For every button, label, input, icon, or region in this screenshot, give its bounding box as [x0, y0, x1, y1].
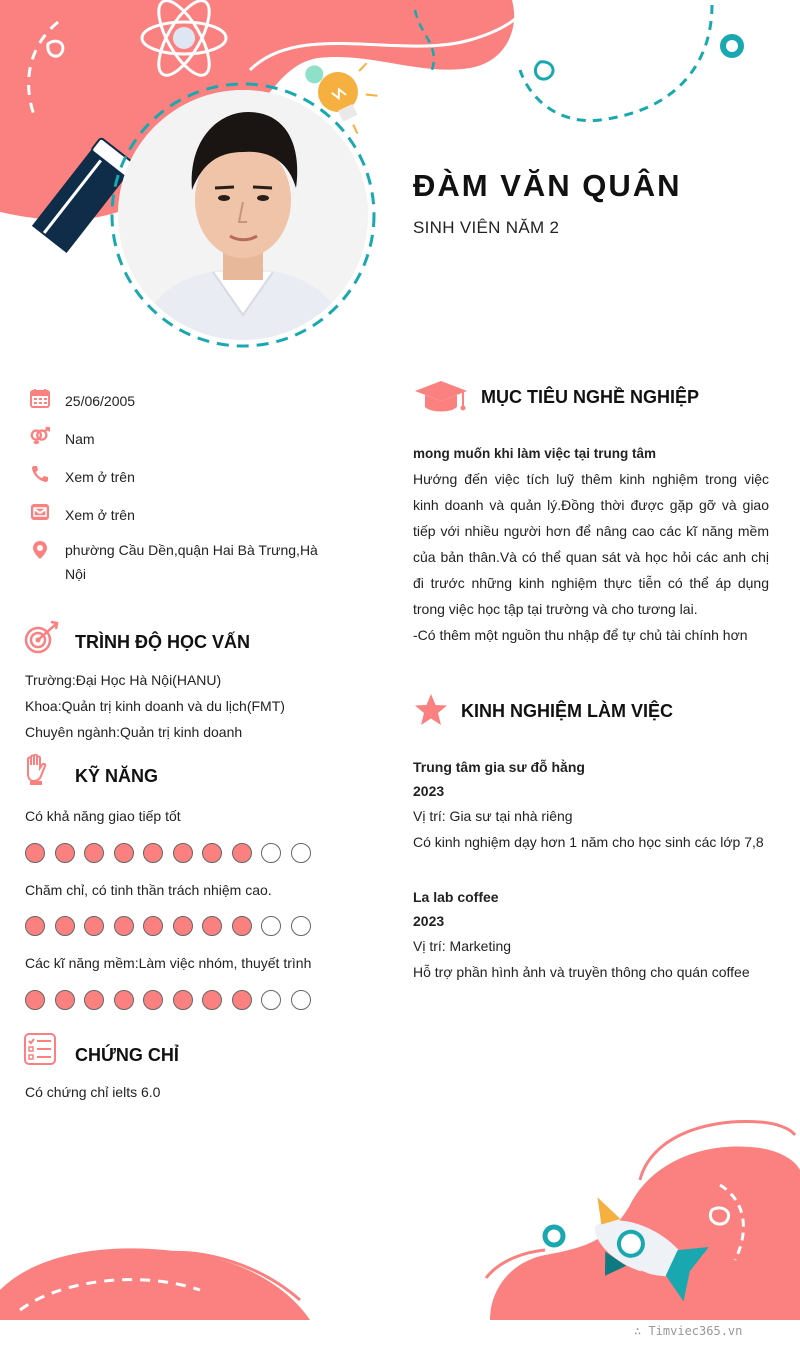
- experience-title: KINH NGHIỆM LÀM VIỆC: [461, 701, 674, 721]
- job-1-position: Vị trí: Gia sư tại nhà riêng: [413, 808, 573, 824]
- rating-dot: [143, 843, 163, 863]
- rating-dot: [291, 916, 311, 936]
- bottom-left-blob: [0, 1248, 310, 1320]
- job-1-description: Có kinh nghiệm dạy hơn 1 năm cho học sinh các lớp 7,8: [413, 834, 764, 850]
- rating-dot: [143, 916, 163, 936]
- education-faculty: Khoa:Quản trị kinh doanh và du lịch(FMT): [25, 698, 285, 714]
- avatar: [118, 90, 368, 340]
- rating-dot: [114, 843, 134, 863]
- rating-dot: [114, 916, 134, 936]
- objective-body: Hướng đến việc tích luỹ thêm kinh nghiệm trong việc kinh doanh và quản lý.Đồng thời được gặp gỡ và giao tiếp với nhiều người hơn để nâng cao các kĩ năng mềm của bản thân.Và có thể quan sát và học hỏi các anh chị đi trước những kinh nghiệm thực tiễn có thể áp dụng trong việc học tập tại trường và cho tương lai.: [413, 471, 769, 617]
- rating-dot: [291, 990, 311, 1010]
- skill-label-2: Chăm chỉ, có tinh thần trách nhiệm cao.: [25, 882, 272, 898]
- address-value: phường Cầu Dền,quận Hai Bà Trưng,Hà Nội: [65, 542, 318, 582]
- skill-label-3: Các kĩ năng mềm:Làm việc nhóm, thuyết trình: [25, 955, 312, 971]
- email-value: Xem ở trên: [65, 507, 135, 523]
- skill-rating-2: [25, 916, 325, 940]
- gender-value: Nam: [65, 431, 95, 447]
- job-1-year: 2023: [413, 783, 445, 799]
- gender-icon: [30, 426, 50, 446]
- phone-icon: [30, 464, 50, 484]
- job-2-position: Vị trí: Marketing: [413, 938, 512, 954]
- rating-dot: [173, 916, 193, 936]
- graduation-cap-icon: [413, 379, 469, 415]
- rating-dot: [25, 916, 45, 936]
- rating-dot: [291, 843, 311, 863]
- rating-dot: [55, 843, 75, 863]
- job-2-company: La lab coffee: [413, 889, 499, 905]
- rating-dot: [143, 990, 163, 1010]
- rating-dot: [55, 916, 75, 936]
- location-icon: [30, 540, 50, 560]
- education-title: TRÌNH ĐỘ HỌC VẤN: [75, 632, 250, 652]
- star-icon: [413, 693, 449, 727]
- skills-title: KỸ NĂNG: [75, 766, 159, 786]
- rating-dot: [25, 990, 45, 1010]
- rating-dot: [261, 990, 281, 1010]
- target-icon: [24, 620, 60, 656]
- rating-dot: [232, 990, 252, 1010]
- certificates-title: CHỨNG CHỈ: [75, 1045, 179, 1065]
- mail-icon: [30, 502, 50, 522]
- rating-dot: [84, 843, 104, 863]
- rating-dot: [173, 843, 193, 863]
- rating-dot: [261, 843, 281, 863]
- calendar-icon: [30, 388, 50, 408]
- objective-title: MỤC TIÊU NGHỀ NGHIỆP: [481, 387, 700, 407]
- rating-dot: [84, 916, 104, 936]
- rating-dot: [232, 916, 252, 936]
- rating-dot: [173, 990, 193, 1010]
- watermark: ∴ Timviec365.vn: [634, 1324, 743, 1338]
- education-major: Chuyên ngành:Quản trị kinh doanh: [25, 724, 243, 740]
- rating-dot: [202, 990, 222, 1010]
- profile-photo: [118, 90, 368, 340]
- rating-dot: [261, 916, 281, 936]
- checklist-icon: [24, 1033, 56, 1065]
- skill-rating-1: [25, 843, 325, 867]
- job-1-company: Trung tâm gia sư đỗ hằng: [413, 759, 585, 775]
- rating-dot: [232, 843, 252, 863]
- job-2-year: 2023: [413, 913, 445, 929]
- rating-dot: [114, 990, 134, 1010]
- rating-dot: [202, 916, 222, 936]
- candidate-name: ĐÀM VĂN QUÂN: [413, 168, 682, 203]
- objective-heading: mong muốn khi làm việc tại trung tâm: [413, 446, 657, 461]
- rating-dot: [25, 843, 45, 863]
- rating-dot: [55, 990, 75, 1010]
- skill-label-1: Có khả năng giao tiếp tốt: [25, 808, 181, 824]
- objective-extra: -Có thêm một nguồn thu nhập để tự chủ tài chính hơn: [413, 627, 748, 643]
- phone-value: Xem ở trên: [65, 469, 135, 485]
- candidate-subtitle: SINH VIÊN NĂM 2: [413, 218, 560, 237]
- skill-rating-3: [25, 990, 325, 1014]
- rating-dot: [84, 990, 104, 1010]
- certificate-item: Có chứng chỉ ielts 6.0: [25, 1084, 161, 1100]
- job-2-description: Hỗ trợ phần hình ảnh và truyền thông cho quán coffee: [413, 964, 750, 980]
- hand-icon: [24, 754, 48, 786]
- birthday-value: 25/06/2005: [65, 393, 136, 409]
- education-school: Trường:Đại Học Hà Nội(HANU): [25, 672, 222, 688]
- rating-dot: [202, 843, 222, 863]
